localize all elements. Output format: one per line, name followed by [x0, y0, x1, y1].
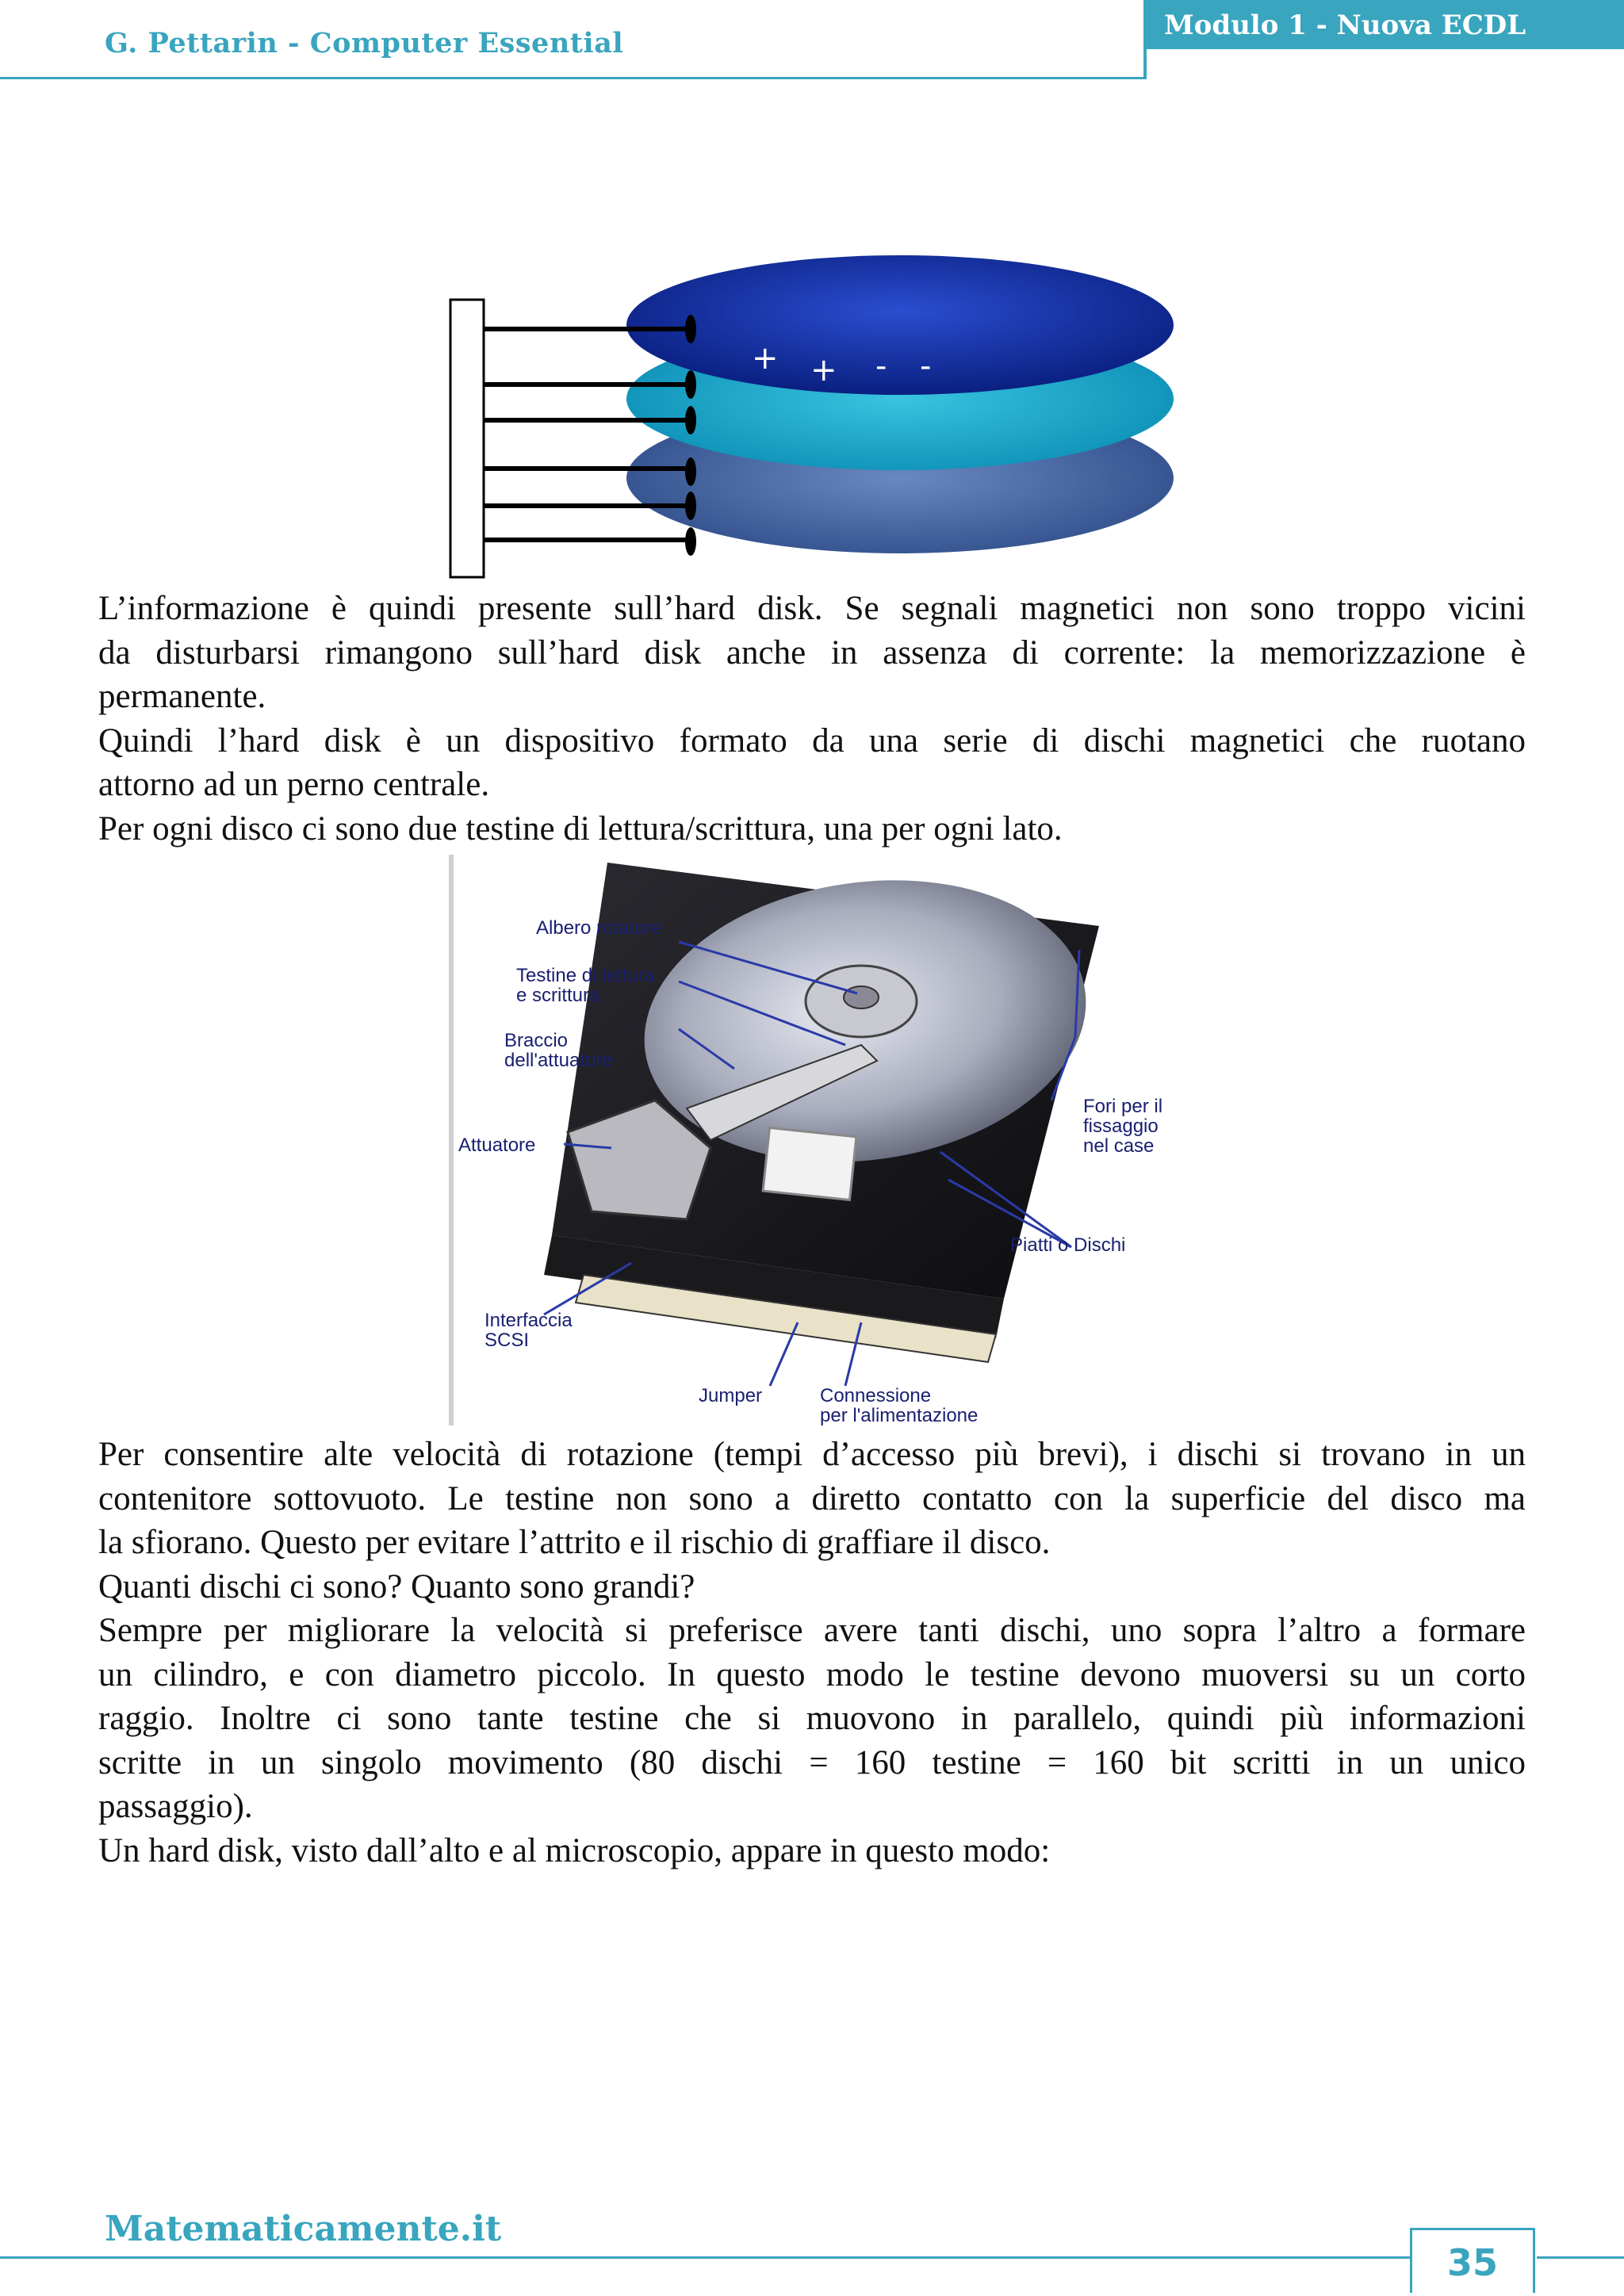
- label-braccio-1: Braccio: [504, 1030, 569, 1051]
- text-line: L’informazione è quindi presente sull’hard disk. Se segnali magnetici non sono troppo vicini: [98, 590, 1526, 627]
- label-interfaccia-1: Interfaccia: [485, 1310, 573, 1331]
- photo-left-edge: [449, 855, 454, 1425]
- label-testine-2: e scrittura: [516, 985, 600, 1006]
- sign-plus-2: +: [810, 352, 837, 388]
- label-fori-2: fissaggio: [1083, 1115, 1159, 1137]
- text-line: da disturbarsi rimangono sull’hard disk anche in assenza di corrente: la memorizzazione è: [98, 633, 1526, 672]
- sign-minus-1: -: [875, 348, 887, 385]
- text-line: Quindi l’hard disk è un dispositivo formato da una serie di dischi magnetici che ruotano: [98, 721, 1526, 760]
- label-jumper: Jumper: [699, 1385, 763, 1406]
- hard-disk-photo: [449, 847, 1162, 1433]
- header-module-label: Modulo 1 - Nuova ECDL: [1164, 10, 1526, 41]
- label-fori-3: nel case: [1083, 1135, 1155, 1157]
- sign-plus-1: +: [752, 340, 779, 377]
- page-number: 35: [1446, 2241, 1498, 2284]
- text-line: attorno ad un perno centrale.: [98, 766, 490, 803]
- text-line: Per ogni disco ci sono due testine di lettura/scrittura, una per ogni lato.: [98, 809, 1063, 848]
- sign-minus-2: -: [920, 348, 932, 385]
- text-line: la sfiorano. Questo per evitare l’attrito e il rischio di graffiare il disco.: [98, 1524, 1051, 1561]
- label-connessione-1: Connessione: [820, 1385, 932, 1406]
- paragraph-2: [98, 1433, 1526, 1873]
- text-line: Quanti dischi ci sono? Quanto sono grandi?: [98, 1567, 695, 1605]
- page-number-box: [1410, 2228, 1535, 2293]
- text-line: Per consentire alte velocità di rotazione (tempi d’accesso più brevi), i dischi si trovano in un: [98, 1436, 1526, 1473]
- text-line: permanente.: [98, 678, 266, 715]
- text-line: raggio. Inoltre ci sono tante testine che si muovono in parallelo, quindi più informazioni: [98, 1700, 1526, 1737]
- text-line: scritte in un singolo movimento (80 dischi = 160 testine = 160 bit scritti in un unico: [98, 1743, 1526, 1781]
- connector-block: [763, 1127, 856, 1200]
- footer-site: Matematicamente.it: [105, 2209, 502, 2249]
- label-attuatore: Attuatore: [458, 1135, 536, 1156]
- label-fori-1: Fori per il: [1083, 1096, 1162, 1117]
- platter-top: [626, 255, 1174, 395]
- label-interfaccia-2: SCSI: [485, 1330, 530, 1351]
- header-tab: [1145, 0, 1624, 49]
- label-testine-1: Testine di lettura: [516, 965, 655, 986]
- actuator-shaft: [450, 300, 484, 577]
- text-line: passaggio).: [98, 1788, 253, 1825]
- header-rule: [0, 77, 1145, 79]
- platters-diagram: [444, 252, 1189, 589]
- footer-rule: [0, 2256, 1411, 2259]
- label-braccio-2: dell'attuatore: [504, 1050, 613, 1071]
- label-piatti: Piatti o Dischi: [1010, 1234, 1126, 1256]
- text-line: Sempre per migliorare la velocità si preferisce avere tanti dischi, uno sopra l’altro a formare: [98, 1612, 1526, 1649]
- text-line: contenitore sottovuoto. Le testine non sono a diretto contatto con la superficie del disco ma: [98, 1479, 1526, 1517]
- paragraph-1: [98, 587, 1526, 851]
- header-title: G. Pettarin - Computer Essential: [105, 27, 624, 59]
- label-connessione-2: per l'alimentazione: [820, 1405, 979, 1426]
- footer-rule-right: [1537, 2256, 1624, 2259]
- text-line: Un hard disk, visto dall’alto e al microscopio, appare in questo modo:: [98, 1831, 1051, 1869]
- label-albero: Albero rotatore: [536, 917, 662, 939]
- text-line: un cilindro, e con diametro piccolo. In questo modo le testine devono muoversi su un corto: [98, 1655, 1526, 1693]
